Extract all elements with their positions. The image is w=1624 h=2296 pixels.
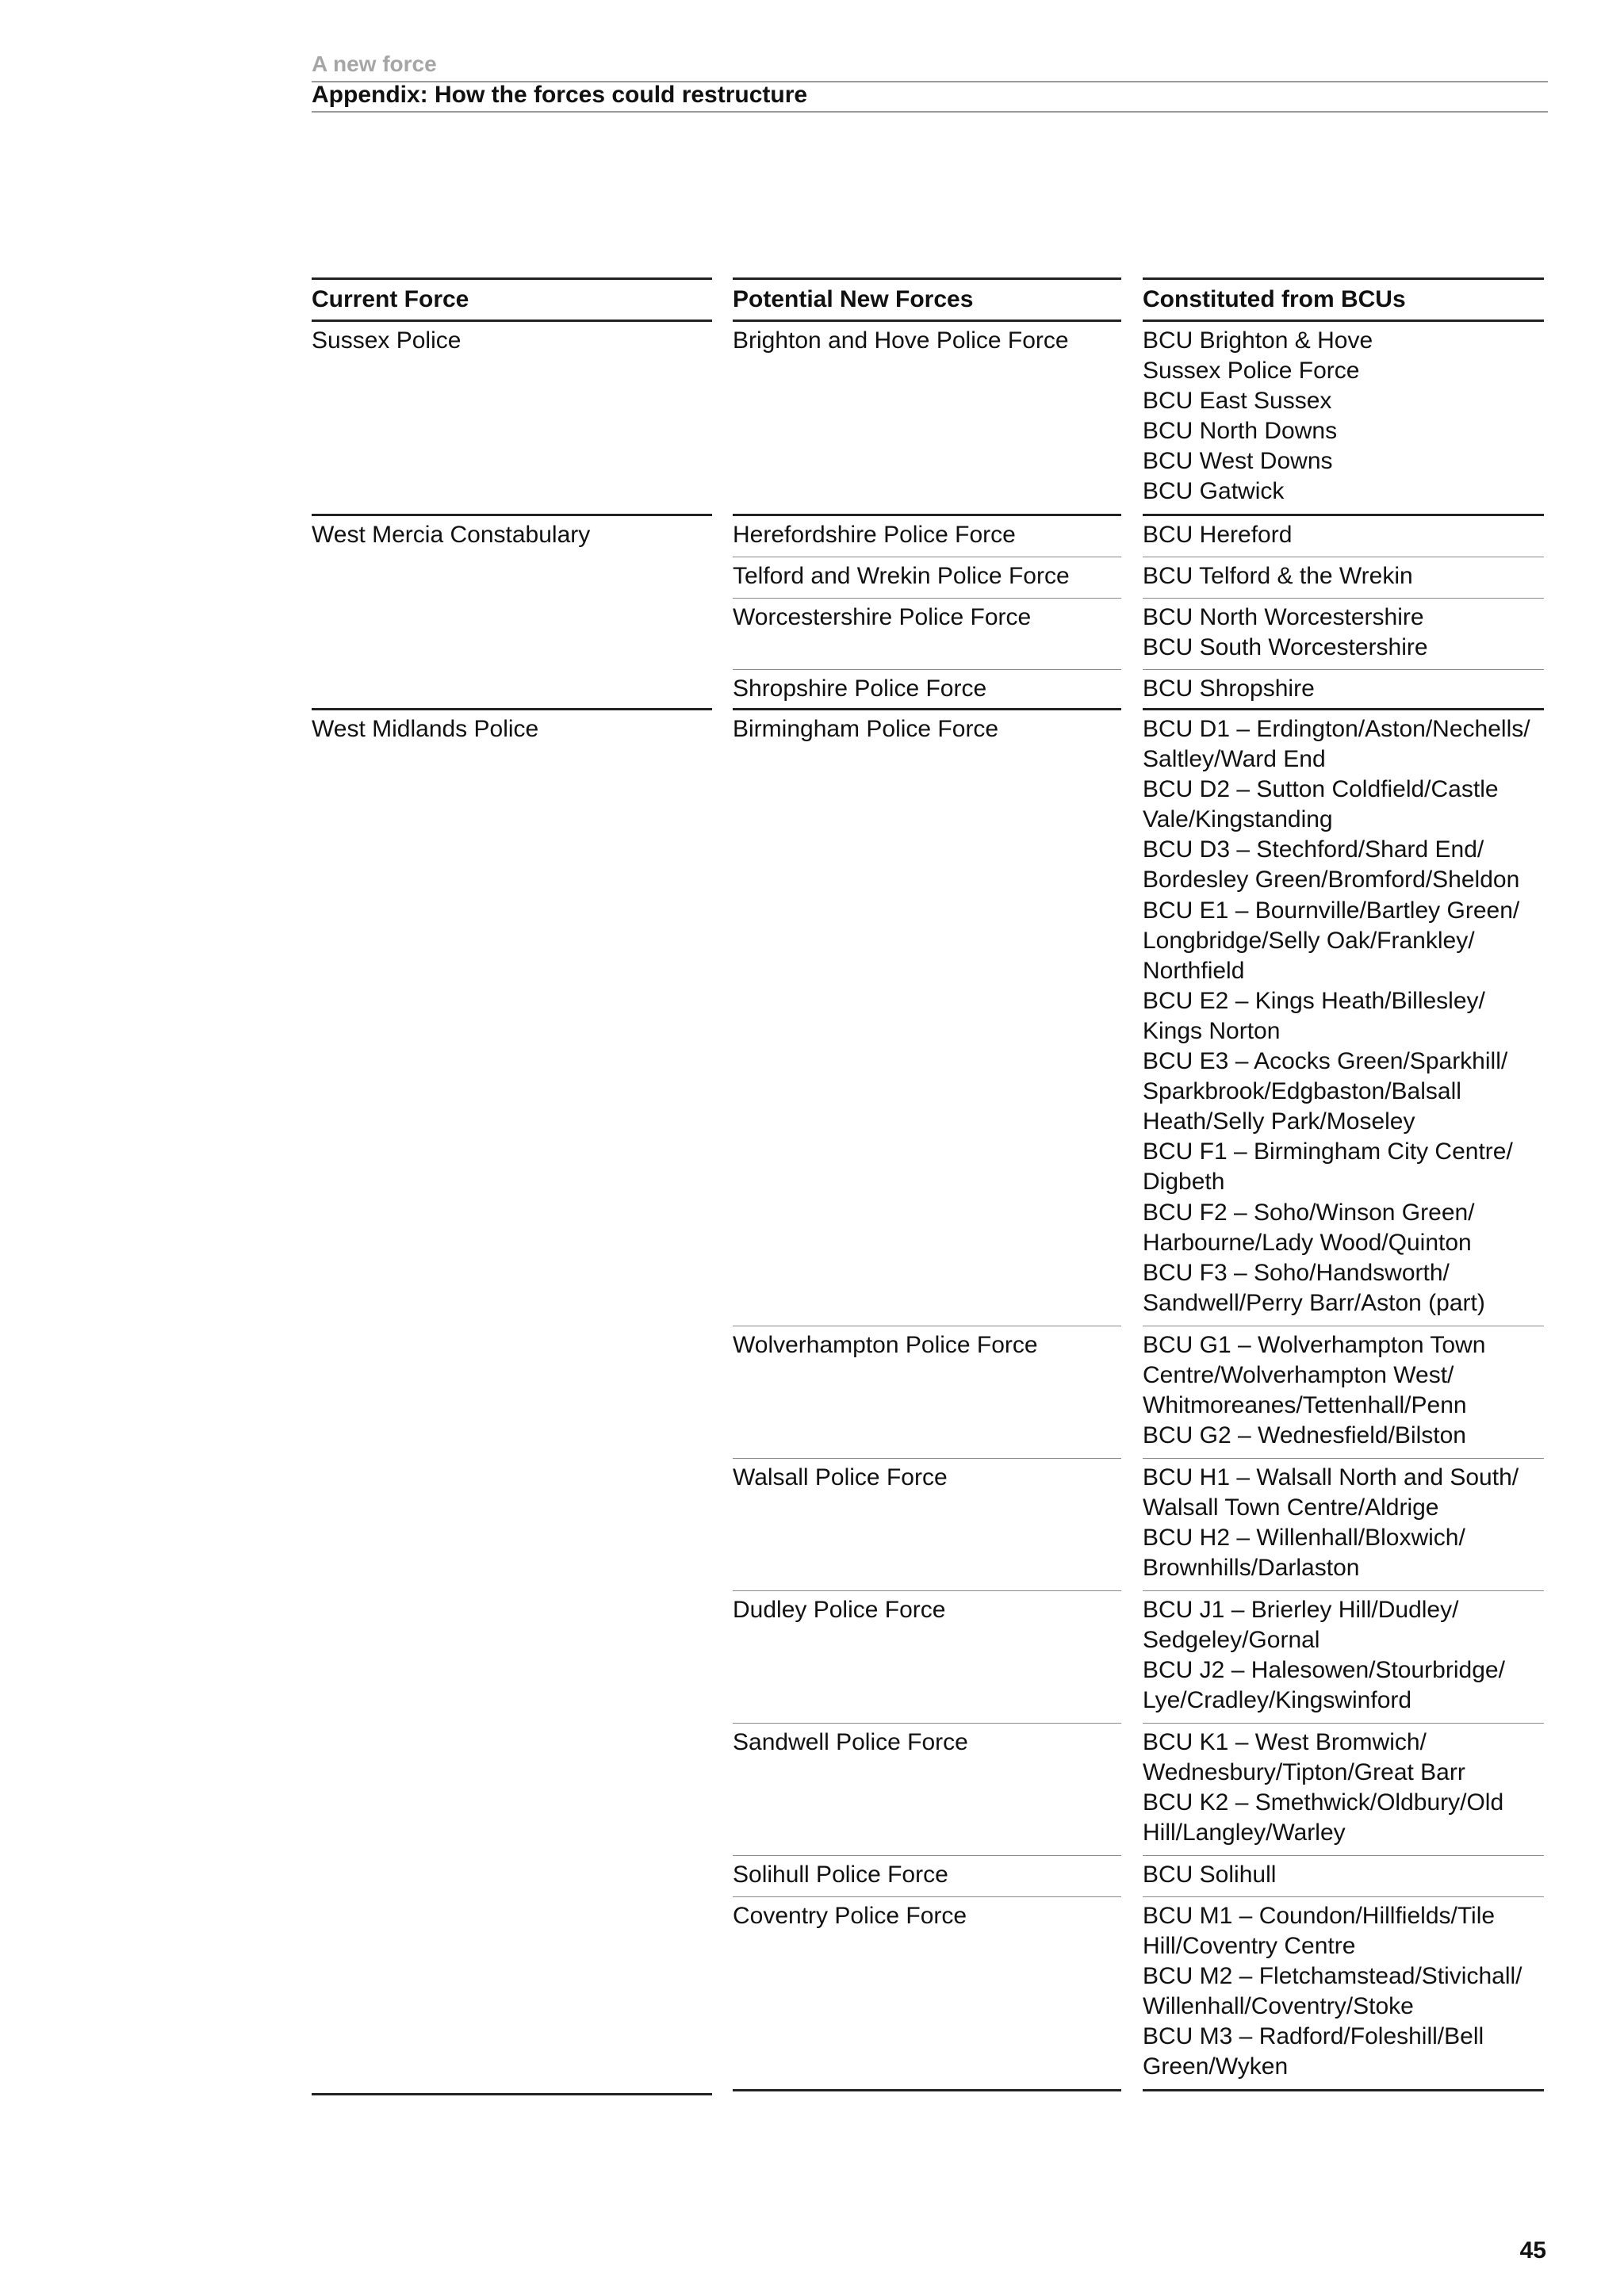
potential-force-cell bbox=[733, 1326, 1121, 1459]
bcu-line: BCU F3 – Soho/Handsworth/ bbox=[1143, 1259, 1450, 1286]
bcu-line: BCU K1 – West Bromwich/ bbox=[1143, 1729, 1427, 1755]
page-number: 45 bbox=[1519, 2237, 1546, 2263]
potential-force-cell bbox=[733, 710, 1121, 1326]
potential-force-name: Birmingham Police Force bbox=[733, 716, 999, 742]
bcu-column bbox=[1143, 277, 1544, 2095]
bcu-line: BCU G2 – Wednesfield/Bilston bbox=[1143, 1422, 1466, 1449]
bcu-line: BCU Hereford bbox=[1143, 522, 1293, 548]
potential-force-cell bbox=[733, 516, 1121, 557]
bcu-line: BCU Telford & the Wrekin bbox=[1143, 563, 1413, 589]
bcu-line: BCU Brighton & Hove bbox=[1143, 327, 1373, 354]
bcu-line: Green/Wyken bbox=[1143, 2053, 1289, 2080]
bcu-line: BCU Gatwick bbox=[1143, 478, 1285, 505]
bcu-line: BCU H1 – Walsall North and South/ bbox=[1143, 1464, 1519, 1490]
potential-force-cell bbox=[733, 599, 1121, 670]
bcu-line: BCU North Downs bbox=[1143, 418, 1338, 445]
current-force-name: Sussex Police bbox=[312, 327, 462, 354]
bcu-line: Willenhall/Coventry/Stoke bbox=[1143, 1993, 1414, 2020]
bcu-line: BCU East Sussex bbox=[1143, 388, 1332, 415]
bcu-line: Heath/Selly Park/Moseley bbox=[1143, 1108, 1415, 1135]
potential-force-name: Worcestershire Police Force bbox=[733, 604, 1032, 630]
potential-force-name: Wolverhampton Police Force bbox=[733, 1332, 1038, 1358]
current-force-cell bbox=[312, 322, 712, 516]
potential-forces-header: Potential New Forces bbox=[733, 277, 1121, 322]
bcu-cell bbox=[1143, 710, 1544, 1326]
bcu-cell bbox=[1143, 516, 1544, 557]
bcu-line: Sussex Police Force bbox=[1143, 358, 1360, 385]
bcu-line: Northfield bbox=[1143, 957, 1245, 984]
section-label: A new force bbox=[312, 48, 1548, 82]
potential-force-cell bbox=[733, 1459, 1121, 1591]
bcu-line: BCU E2 – Kings Heath/Billesley/ bbox=[1143, 987, 1485, 1014]
bcu-line: Sedgeley/Gornal bbox=[1143, 1627, 1320, 1654]
bcu-line: BCU M2 – Fletchamstead/Stivichall/ bbox=[1143, 1963, 1522, 1990]
potential-force-cell bbox=[733, 670, 1121, 710]
page-title: Appendix: How the forces could restructure bbox=[312, 81, 1548, 113]
bcu-line: Sparkbrook/Edgbaston/Balsall bbox=[1143, 1078, 1461, 1105]
bcu-cell bbox=[1143, 1856, 1544, 1897]
bcu-cell bbox=[1143, 1897, 1544, 2091]
bcu-cell bbox=[1143, 1591, 1544, 1724]
bcu-cell bbox=[1143, 1326, 1544, 1459]
bcu-line: BCU M1 – Coundon/Hillfields/Tile bbox=[1143, 1903, 1496, 1929]
bcu-line: BCU West Downs bbox=[1143, 448, 1333, 475]
bcu-line: Saltley/Ward End bbox=[1143, 746, 1326, 773]
current-force-name: West Mercia Constabulary bbox=[312, 522, 591, 548]
bcu-line: BCU E1 – Bournville/Bartley Green/ bbox=[1143, 897, 1520, 924]
bcu-header: Constituted from BCUs bbox=[1143, 277, 1544, 322]
bcu-cell bbox=[1143, 599, 1544, 670]
bcu-cell bbox=[1143, 322, 1544, 516]
bcu-line: BCU K2 – Smethwick/Oldbury/Old bbox=[1143, 1789, 1504, 1816]
potential-force-cell bbox=[733, 1724, 1121, 1856]
bcu-line: BCU Solihull bbox=[1143, 1862, 1277, 1888]
potential-force-name: Herefordshire Police Force bbox=[733, 522, 1016, 548]
potential-force-cell bbox=[733, 1897, 1121, 2091]
bcu-line: Lye/Cradley/Kingswinford bbox=[1143, 1687, 1412, 1714]
current-force-cell bbox=[312, 710, 712, 2095]
bcu-line: Longbridge/Selly Oak/Frankley/ bbox=[1143, 927, 1475, 954]
bcu-line: Hill/Langley/Warley bbox=[1143, 1820, 1346, 1846]
potential-force-name: Telford and Wrekin Police Force bbox=[733, 563, 1070, 589]
bcu-line: BCU F1 – Birmingham City Centre/ bbox=[1143, 1138, 1513, 1165]
bcu-line: Harbourne/Lady Wood/Quinton bbox=[1143, 1229, 1472, 1256]
potential-force-cell bbox=[733, 557, 1121, 599]
bcu-line: BCU J1 – Brierley Hill/Dudley/ bbox=[1143, 1597, 1459, 1623]
bcu-line: Wednesbury/Tipton/Great Barr bbox=[1143, 1759, 1465, 1786]
bcu-line: Sandwell/Perry Barr/Aston (part) bbox=[1143, 1289, 1485, 1316]
bcu-cell bbox=[1143, 1459, 1544, 1591]
bcu-line: BCU South Worcestershire bbox=[1143, 634, 1428, 661]
potential-force-cell bbox=[733, 1591, 1121, 1724]
bcu-line: BCU E3 – Acocks Green/Sparkhill/ bbox=[1143, 1048, 1508, 1075]
bcu-line: Brownhills/Darlaston bbox=[1143, 1555, 1360, 1582]
bcu-line: Vale/Kingstanding bbox=[1143, 806, 1333, 833]
bcu-cell bbox=[1143, 557, 1544, 599]
bcu-line: BCU M3 – Radford/Foleshill/Bell bbox=[1143, 2023, 1484, 2050]
bcu-line: BCU D3 – Stechford/Shard End/ bbox=[1143, 836, 1484, 863]
potential-force-name: Solihull Police Force bbox=[733, 1862, 948, 1888]
bcu-line: BCU G1 – Wolverhampton Town bbox=[1143, 1332, 1486, 1358]
bcu-line: BCU D1 – Erdington/Aston/Nechells/ bbox=[1143, 716, 1530, 742]
potential-force-name: Sandwell Police Force bbox=[733, 1729, 968, 1755]
potential-force-cell bbox=[733, 1856, 1121, 1897]
bcu-line: BCU North Worcestershire bbox=[1143, 604, 1424, 630]
current-force-column bbox=[312, 277, 712, 2095]
current-force-header: Current Force bbox=[312, 277, 712, 322]
bcu-line: BCU Shropshire bbox=[1143, 675, 1315, 702]
potential-force-cell bbox=[733, 322, 1121, 516]
bcu-line: BCU H2 – Willenhall/Bloxwich/ bbox=[1143, 1525, 1465, 1552]
bcu-line: Centre/Wolverhampton West/ bbox=[1143, 1362, 1454, 1389]
potential-force-name: Shropshire Police Force bbox=[733, 675, 987, 702]
bcu-line: Hill/Coventry Centre bbox=[1143, 1933, 1356, 1960]
potential-force-name: Dudley Police Force bbox=[733, 1597, 946, 1623]
potential-force-name: Brighton and Hove Police Force bbox=[733, 327, 1069, 354]
bcu-line: BCU F2 – Soho/Winson Green/ bbox=[1143, 1199, 1475, 1226]
bcu-cell bbox=[1143, 670, 1544, 710]
potential-forces-column bbox=[733, 277, 1121, 2095]
bcu-line: Digbeth bbox=[1143, 1169, 1225, 1196]
current-force-name: West Midlands Police bbox=[312, 716, 539, 742]
potential-force-name: Walsall Police Force bbox=[733, 1464, 948, 1490]
bcu-line: Bordesley Green/Bromford/Sheldon bbox=[1143, 867, 1520, 894]
bcu-line: Kings Norton bbox=[1143, 1017, 1281, 1044]
bcu-cell bbox=[1143, 1724, 1544, 1856]
bcu-line: Whitmoreanes/Tettenhall/Penn bbox=[1143, 1392, 1467, 1419]
current-force-cell bbox=[312, 516, 712, 710]
potential-force-name: Coventry Police Force bbox=[733, 1903, 967, 1929]
bcu-line: BCU D2 – Sutton Coldfield/Castle bbox=[1143, 776, 1499, 803]
bcu-line: BCU J2 – Halesowen/Stourbridge/ bbox=[1143, 1657, 1505, 1684]
bcu-line: Walsall Town Centre/Aldrige bbox=[1143, 1494, 1439, 1521]
